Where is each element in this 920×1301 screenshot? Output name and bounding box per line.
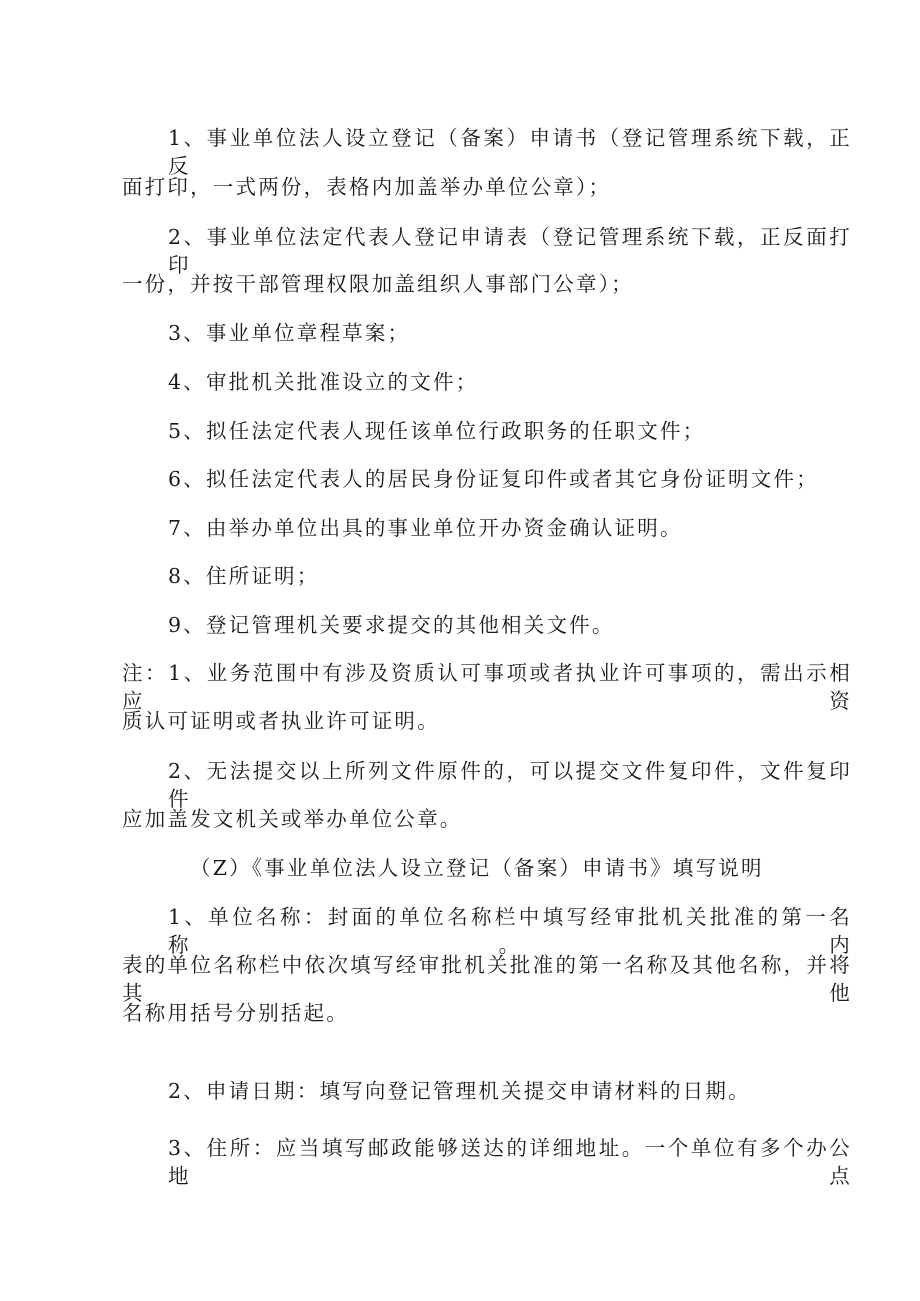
note-2-line-2: 应加盖发文机关或举办单位公章。	[122, 807, 463, 831]
item-4: 4、审批机关批准设立的文件；	[168, 370, 479, 394]
item-2-line-2: 一份，并按干部管理权限加盖组织人事部门公章）；	[122, 272, 634, 296]
instruction-3-line-1: 3、住所：应当填写邮政能够送达的详细地址。一个单位有多个办公地点	[168, 1136, 852, 1188]
item-9: 9、登记管理机关要求提交的其他相关文件。	[168, 613, 615, 637]
item-2-line-1: 2、事业单位法定代表人登记申请表（登记管理系统下载，正反面打印	[168, 225, 852, 277]
item-7: 7、由举办单位出具的事业单位开办资金确认证明。	[168, 516, 683, 540]
instruction-1-line-2: 表的单位名称栏中依次填写经审批机关批准的第一名称及其他名称，并将其他	[122, 953, 852, 1005]
instruction-1-line-3: 名称用括号分别括起。	[122, 1001, 349, 1025]
instruction-1-line-1: 1、单位名称：封面的单位名称栏中填写经审批机关批准的第一名称。内	[168, 905, 852, 957]
instruction-2: 2、申请日期：填写向登记管理机关提交申请材料的日期。	[168, 1079, 751, 1103]
item-3: 3、事业单位章程草案；	[168, 321, 411, 345]
item-1-line-1: 1、事业单位法人设立登记（备案）申请书（登记管理系统下载，正反	[168, 126, 852, 178]
note-2-line-1: 2、无法提交以上所列文件原件的，可以提交文件复印件，文件复印件	[168, 759, 852, 811]
note-1-line-2: 质认可证明或者执业许可证明。	[122, 709, 440, 733]
item-5: 5、拟任法定代表人现任该单位行政职务的任职文件；	[168, 419, 706, 443]
note-1-line-1: 注：1、业务范围中有涉及资质认可事项或者执业许可事项的，需出示相应资	[122, 661, 852, 713]
item-8: 8、住所证明；	[168, 564, 320, 588]
item-6: 6、拟任法定代表人的居民身份证复印件或者其它身份证明文件；	[168, 467, 819, 491]
item-1-line-2: 面打印，一式两份，表格内加盖举办单位公章）；	[122, 175, 612, 199]
section-heading: （Z）《事业单位法人设立登记（备案）申请书》填写说明	[190, 856, 764, 880]
